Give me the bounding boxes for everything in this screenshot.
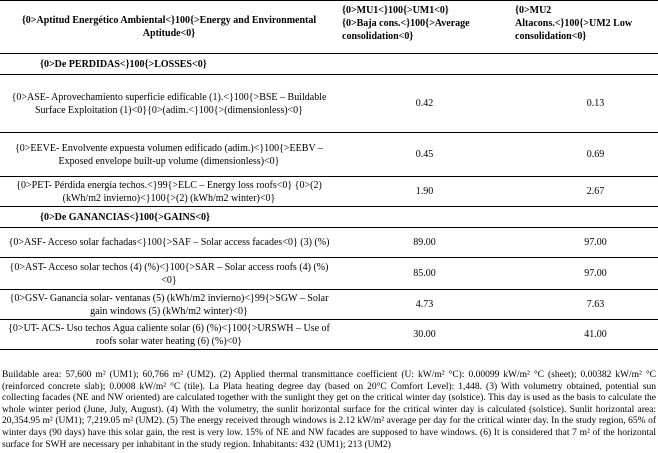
row-um2-value: 2.67: [511, 177, 658, 207]
table-header-row: [0, 1, 658, 54]
row-label: {0>AST- Acceso solar techos (4) (%)<}100{>SAR – Solar access roofs (4) (%)<0}: [0, 258, 338, 290]
table-row: [0, 320, 658, 350]
row-um1-value: 85.00: [338, 258, 511, 290]
table-row: [0, 133, 658, 177]
table-row: [0, 177, 658, 207]
row-label: {0>UT- ACS- Uso techos Agua caliente solar (6) (%)<}100{>URSWH – Use of roofs solar water heating (6) (%)<0}: [0, 320, 338, 350]
row-label: {0>EEVE- Envolvente expuesta volumen edificado (adim.)<}100{>EEBV – Exposed envelope built-up volume (dimensionless)<0}: [0, 133, 338, 177]
row-um1-value: 1.90: [338, 177, 511, 207]
row-um1-value: 30.00: [338, 320, 511, 350]
header-um1: {0>MU1<}100{>UM1<0} {0>Baja cons.<}100{>Average consolidation<0}: [338, 1, 511, 54]
row-um1-value: 0.45: [338, 133, 511, 177]
section-losses-title: {0>De PERDIDAS<}100{>LOSSES<0}: [0, 54, 658, 75]
section-gains-title: {0>De GANANCIAS<}100{>GAINS<0}: [0, 207, 658, 228]
row-um2-value: 0.69: [511, 133, 658, 177]
row-label: {0>ASE- Aprovechamiento superficie edificable (1).<}100{>BSE – Buildable Surface Exploitation (1)<0}{0>(adim.<}100{>(dimensionless)<0}: [0, 75, 338, 133]
table-row: [0, 228, 658, 258]
row-label: {0>GSV- Ganancia solar- ventanas (5) (kWh/m2 invierno)<}99{>SGW – Solar gain windows (5) (kWh/m2 winter)<0}: [0, 290, 338, 320]
table-row: [0, 75, 658, 133]
row-um2-value: 97.00: [511, 258, 658, 290]
row-um1-value: 0.42: [338, 75, 511, 133]
section-gains-row: [0, 207, 658, 228]
row-um2-value: 41.00: [511, 320, 658, 350]
row-label: {0>PET- Pérdida energía techos.<}99{>ELC – Energy loss roofs<0} {0>(2) (kWh/m2 invierno)<}100{>(2) (kWh/m2 winter)<0}: [0, 177, 338, 207]
section-losses-row: [0, 54, 658, 75]
table-row: [0, 290, 658, 320]
row-um2-value: 97.00: [511, 228, 658, 258]
row-um2-value: 0.13: [511, 75, 658, 133]
row-label: {0>ASF- Acceso solar fachadas<}100{>SAF – Solar access facades<0} (3) (%): [0, 228, 338, 258]
row-um2-value: 7.63: [511, 290, 658, 320]
row-um1-value: 89.00: [338, 228, 511, 258]
table-row: [0, 258, 658, 290]
table-footnote: Buildable area: 57,600 m² (UM1); 60,766 m² (UM2). (2) Applied thermal transmittance coefficient (U: kW/m² °C): 0.00099 kW/m² °C (sheet); 0.00382 kW/m² °C (reinforced concrete slab); 0.0008 kW/m² °C (tile). La Plata heating degree day (based on 20°C Comfort Level): 1,448. (3) With volumetry obtained, potential sun collecting facades (NE and NW oriented) are calculated together with the sunlight they get on the critical winter day (solstice). This day is used as the basis to calculate the whole winter period (June, July, August). (4) With the volumetry, the sunlit horizontal surface for the critical winter day is calculated (solstice). Sunlit horizontal area: 20,354.95 m² (UM1); 7,219.05 m² (UM2). (5) The energy received through windows is 2.12 kW/m² average per day for the critical winter day. In the study region, 65% of winter days (90 days) have this solar gain, the rest is very low. 15% of NE and NW facades are supposed to have windows. (6) It is considered that 7 m² of the horizontal surface for SWH are necessary per inhabitant in the study region. Inhabitants: 432 (UM1); 213 (UM2): [2, 370, 656, 450]
header-aptitude: {0>Aptitud Energético Ambiental<}100{>Energy and Environmental Aptitude<0}: [0, 1, 338, 54]
row-um1-value: 4.73: [338, 290, 511, 320]
header-um2: {0>MU2 Altacons.<}100{>UM2 Low consolidation<0}: [511, 1, 658, 54]
